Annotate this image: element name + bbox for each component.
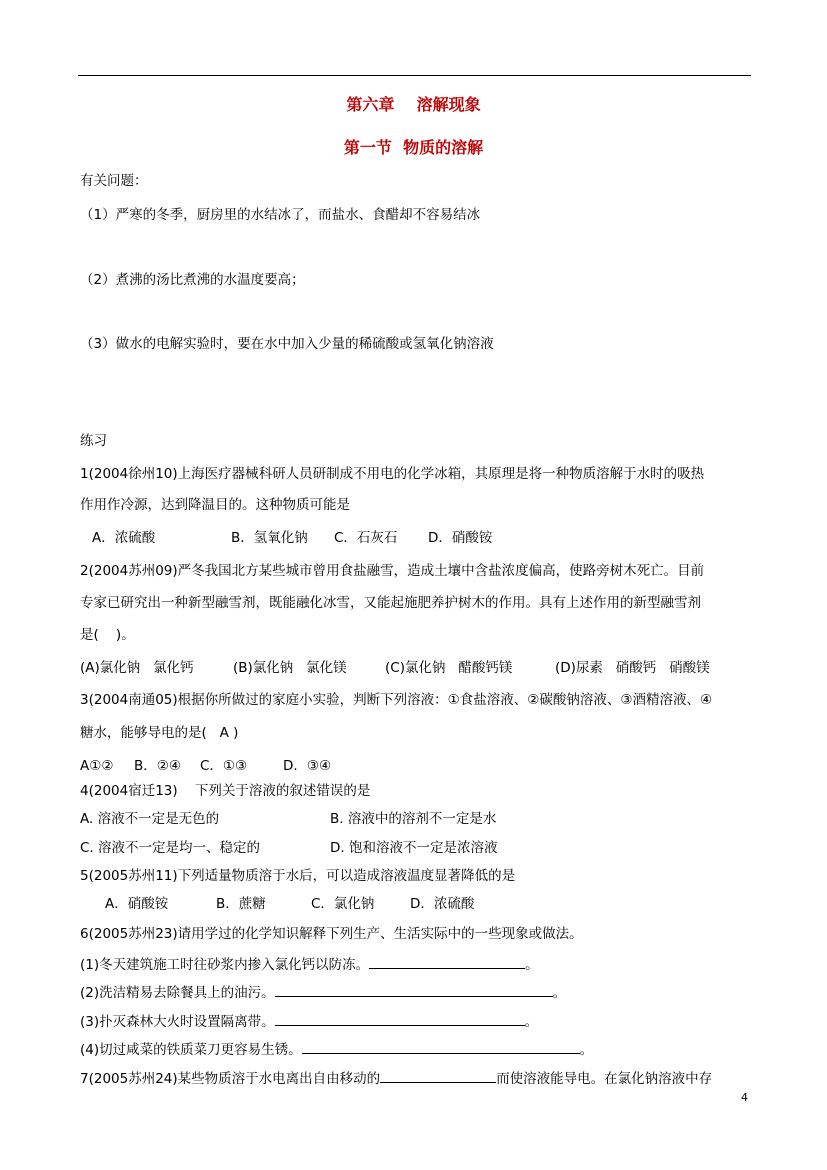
page-number: 4 <box>741 1091 748 1104</box>
q3-line-2: 糖水，能够导电的是( A ) <box>80 725 239 741</box>
q1-line-1: 1(2004徐州10)上海医疗器械科研人员研制成不用电的化学冰箱，其原理是将一种物质溶解于水时的吸热 <box>80 466 705 482</box>
issue-2: （2）煮沸的汤比煮沸的水温度要高； <box>80 272 305 288</box>
q1-option-a: A．浓硫酸 <box>92 530 156 546</box>
section-title: 第一节 物质的溶解 <box>343 138 484 157</box>
q5-option-d: D．浓硫酸 <box>410 896 475 912</box>
header-rule <box>78 75 751 76</box>
q6-item-3: (3)扑灭森林大火时设置隔离带。 。 <box>80 1014 539 1030</box>
q2-line-1: 2(2004苏州09)严冬我国北方某些城市曾用食盐融雪，造成土壤中含盐浓度偏高，使路旁树木死亡。目前 <box>80 563 705 579</box>
q3-option-d: D．③④ <box>283 758 332 774</box>
q4-line-1: 4(2004宿迁13) 下列关于溶液的叙述错误的是 <box>80 783 371 799</box>
q5-option-b: B．蔗糖 <box>216 896 266 912</box>
questions-intro: 有关问题： <box>80 173 148 189</box>
q1-option-d: D．硝酸铵 <box>428 530 493 546</box>
q2-line-3: 是( )。 <box>80 627 135 643</box>
practice-label: 练习 <box>80 433 107 449</box>
q3-option-a: A①② <box>80 758 114 774</box>
q4-option-c: C. 溶液不一定是均一、稳定的 <box>80 840 261 856</box>
q1-option-b: B．氢氧化钠 <box>231 530 308 546</box>
q6-line-1: 6(2005苏州23)请用学过的化学知识解释下列生产、生活实际中的一些现象或做法。 <box>80 926 583 942</box>
issue-1: （1）严寒的冬季，厨房里的水结冰了，而盐水、食醋却不容易结冰 <box>80 207 481 223</box>
q7-line-1: 7(2005苏州24)某些物质溶于水电离出自由移动的 而使溶液能导电。在氯化钠溶液中存 <box>80 1071 713 1087</box>
q5-line-1: 5(2005苏州11)下列适量物质溶于水后，可以造成溶液温度显著降低的是 <box>80 868 516 884</box>
q6-item-1: (1)冬天建筑施工时往砂浆内掺入氯化钙以防冻。 。 <box>80 957 539 973</box>
q2-line-2: 专家已研究出一种新型融雪剂，既能融化冰雪，又能起施肥养护树木的作用。具有上述作用的新型融雪剂 <box>80 595 701 611</box>
q4-option-d: D. 饱和溶液不一定是浓溶液 <box>330 840 498 856</box>
issue-3: （3）做水的电解实验时，要在水中加入少量的稀硫酸或氢氧化钠溶液 <box>80 336 494 352</box>
q6-item-2: (2)洗洁精易去除餐具上的油污。 。 <box>80 985 567 1001</box>
q1-option-c: C．石灰石 <box>334 530 398 546</box>
q4-option-b: B. 溶液中的溶剂不一定是水 <box>330 811 497 827</box>
q2-option-a: (A)氯化钠 氯化钙 <box>80 660 194 676</box>
q3-option-c: C．①③ <box>200 758 248 774</box>
q4-option-a: A. 溶液不一定是无色的 <box>80 811 220 827</box>
chapter-title: 第六章 溶解现象 <box>346 95 481 114</box>
q3-line-1: 3(2004南通05)根据你所做过的家庭小实验，判断下列溶液：①食盐溶液、②碳酸钠溶液、③酒精溶液、④ <box>80 692 713 708</box>
q2-option-c: (C)氯化钠 醋酸钙镁 <box>385 660 513 676</box>
q5-option-a: A．硝酸铵 <box>105 896 169 912</box>
q5-option-c: C．氯化钠 <box>311 896 375 912</box>
q1-line-2: 作用作冷源，达到降温目的。这种物质可能是 <box>80 497 350 513</box>
q2-option-b: (B)氯化钠 氯化镁 <box>233 660 347 676</box>
q6-item-4: (4)切过咸菜的铁质菜刀更容易生锈。 。 <box>80 1042 594 1058</box>
q2-option-d: (D)尿素 硝酸钙 硝酸镁 <box>555 660 710 676</box>
q3-option-b: B．②④ <box>134 758 181 774</box>
